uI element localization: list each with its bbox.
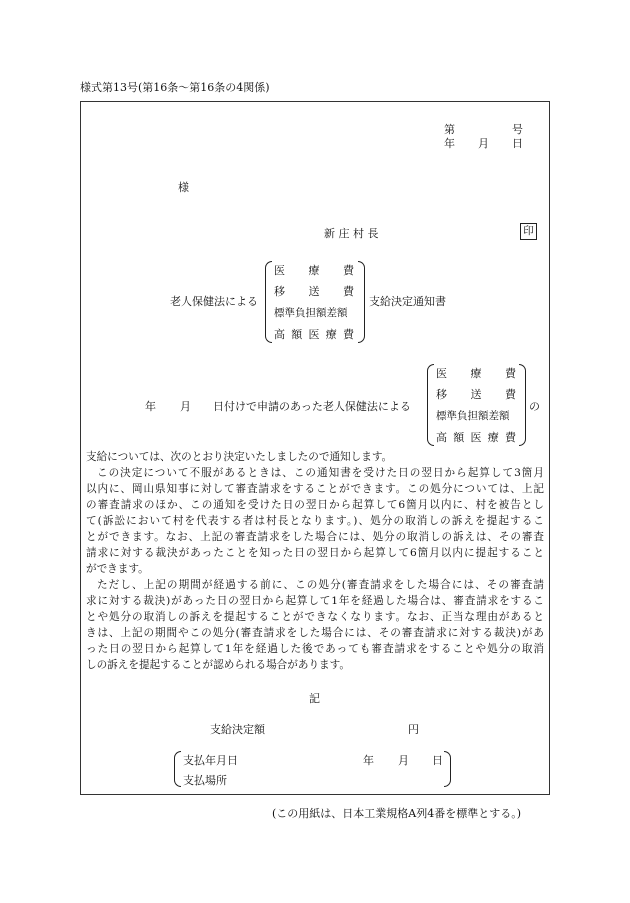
title-item-transport-char3: 費 [343, 285, 354, 298]
request-item-high-cost-char3: 医 [470, 431, 482, 444]
title-item-high-cost [274, 326, 354, 342]
title-item-transport-char1: 移 [274, 285, 285, 298]
payment-year: 年 [363, 754, 374, 767]
amount-label: 支給決定額 [210, 723, 265, 736]
title-item-high-cost-char4: 療 [325, 328, 337, 341]
body-line-8: ができます。 [86, 563, 149, 575]
body-line-4: の審査請求のほか、この通知を受けた日の翌日から起算して6箇月以内に、村を被告とし [86, 499, 544, 511]
request-item-medical-char3: 費 [505, 367, 516, 380]
title-item-medical-char1: 医 [274, 264, 285, 277]
title-item-medical [274, 262, 354, 278]
request-item-high-cost-char2: 額 [453, 431, 465, 444]
title-left-bracket [265, 261, 272, 343]
request-left-bracket [427, 364, 434, 446]
title-right-bracket [358, 261, 365, 343]
request-item-transport-char2: 送 [470, 388, 482, 401]
body-line-7: 請求に対する裁決があったことを知った日の翌日から起算して6箇月以内に提起すること [86, 547, 544, 559]
record-heading: 記 [309, 692, 320, 705]
document-number-prefix: 第 [444, 123, 455, 136]
issuer-name: 新 庄 村 長 [324, 227, 379, 240]
body-line-6: とができます。なお、上記の審査請求をした場合には、処分の取消しの訴えは、その審査 [86, 531, 544, 543]
request-text: 日付けで申請のあった老人保健法による [213, 400, 411, 413]
request-right-bracket [519, 364, 526, 446]
body-line-3: 以内に、岡山県知事に対して審査請求をすることができます。この処分については、上記 [86, 483, 544, 495]
request-item-medical-char2: 療 [470, 367, 482, 380]
title-item-medical-char3: 費 [343, 264, 354, 277]
request-item-high-cost-char4: 療 [487, 431, 499, 444]
title-item-high-cost-char2: 額 [291, 328, 303, 341]
title-suffix: 支給決定通知書 [369, 295, 446, 308]
request-item-standard-burden: 標準負担額差額 [436, 410, 510, 422]
issue-date-month: 月 [478, 137, 489, 150]
request-item-transport-char3: 費 [505, 388, 516, 401]
request-month: 月 [180, 400, 191, 413]
payment-month: 月 [398, 754, 409, 767]
seal-mark: 印 [520, 223, 537, 240]
request-item-medical-char1: 医 [436, 367, 447, 380]
request-item-high-cost-char1: 高 [436, 431, 447, 444]
payment-right-bracket [444, 751, 451, 787]
title-item-standard-burden: 標準負担額差額 [274, 307, 348, 319]
request-item-transport [436, 386, 516, 402]
payment-day: 日 [432, 754, 443, 767]
amount-unit: 円 [408, 723, 419, 736]
body-line-10: 求に対する裁決)があった日の翌日から起算して1年を経過した場合は、審査請求をするこ [86, 595, 544, 607]
title-prefix: 老人保健法による [170, 295, 258, 308]
body-line-13: った日の翌日から起算して1年を経過した後であっても審査請求をすることや処分の取消 [86, 643, 544, 655]
payment-place-label: 支払場所 [183, 774, 227, 787]
title-item-transport-char2: 送 [308, 285, 320, 298]
body-line-9: ただし、上記の期間が経過する前に、この処分(審査請求をした場合には、その審査請 [97, 579, 544, 591]
title-item-medical-char2: 療 [308, 264, 320, 277]
payment-date-label: 支払年月日 [183, 754, 238, 767]
body-line-14: しの訴えを提起することが認められる場合があります。 [86, 659, 350, 671]
request-item-medical [436, 365, 516, 381]
title-item-transport [274, 283, 354, 299]
title-item-high-cost-char3: 医 [308, 328, 320, 341]
issue-date-year: 年 [444, 137, 455, 150]
addressee-suffix: 様 [178, 181, 189, 194]
body-line-11: とや処分の取消しの訴えを提起することができなくなります。なお、正当な理由があると [86, 611, 544, 623]
issue-date-day: 日 [512, 137, 523, 150]
body-line-12: きは、上記の期間やこの処分(審査請求をした場合には、その審査請求に対する裁決)があ [86, 627, 544, 639]
request-item-high-cost [436, 429, 516, 445]
payment-left-bracket [174, 751, 181, 787]
form-number-label: 様式第13号(第16条～第16条の4関係) [80, 81, 270, 94]
body-line-1: 支給については、次のとおり決定いたしましたので通知します。 [86, 451, 393, 463]
body-line-5: て(訴訟において村を代表する者は村長となります。)、処分の取消しの訴えを提起するこ [86, 515, 544, 527]
request-suffix: の [529, 400, 540, 413]
title-item-high-cost-char5: 費 [343, 328, 354, 341]
body-line-2: この決定について不服があるときは、この通知書を受けた日の翌日から起算して3箇月 [97, 467, 544, 479]
document-number-suffix: 号 [512, 123, 523, 136]
request-item-transport-char1: 移 [436, 388, 447, 401]
request-item-high-cost-char5: 費 [505, 431, 516, 444]
footnote: (この用紙は、日本工業規格A列4番を標準とする。) [272, 807, 522, 820]
request-year: 年 [145, 400, 156, 413]
title-item-high-cost-char1: 高 [274, 328, 285, 341]
